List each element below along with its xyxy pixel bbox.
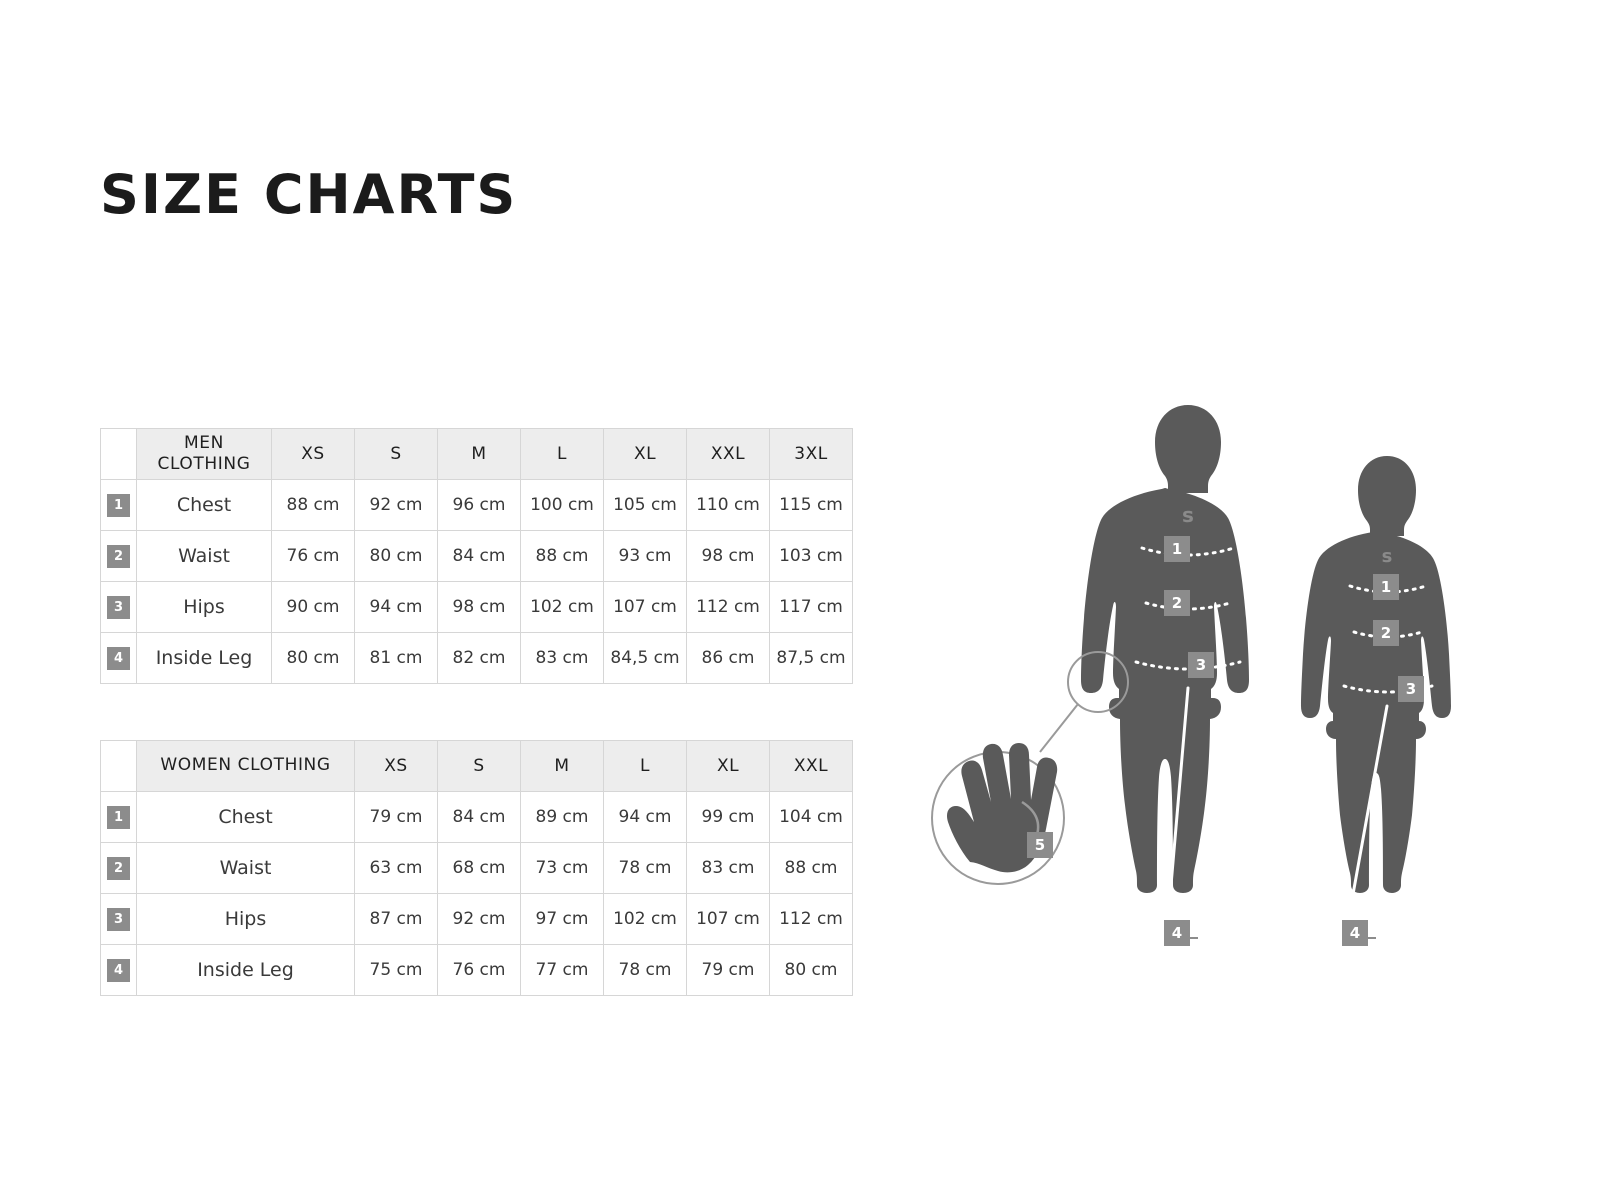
female-marker-3 [1398, 676, 1424, 702]
cell-value: 78 cm [604, 945, 687, 996]
female-marker-4 [1342, 920, 1368, 946]
size-header-xl: XL [604, 429, 687, 480]
measure-badge: 3 [107, 908, 130, 931]
row-label: Waist [137, 531, 272, 582]
size-header-s: S [355, 429, 438, 480]
cell-value: 87,5 cm [770, 633, 853, 684]
cell-value: 86 cm [687, 633, 770, 684]
cell-value: 105 cm [604, 480, 687, 531]
row-badge-cell [101, 480, 137, 531]
cell-value: 75 cm [355, 945, 438, 996]
row-badge-cell [101, 531, 137, 582]
cell-value: 94 cm [604, 792, 687, 843]
cell-value: 80 cm [770, 945, 853, 996]
glove-marker-5 [1027, 832, 1053, 858]
cell-value: 88 cm [521, 531, 604, 582]
female-marker-2 [1373, 620, 1399, 646]
badge-spacer [101, 741, 137, 792]
men-table-heading: MEN CLOTHING [137, 429, 272, 480]
row-label: Chest [137, 792, 355, 843]
cell-value: 78 cm [604, 843, 687, 894]
cell-value: 68 cm [438, 843, 521, 894]
row-badge-cell [101, 894, 137, 945]
row-badge-cell [101, 843, 137, 894]
cell-value: 99 cm [687, 792, 770, 843]
men-clothing-table-wrap [100, 428, 853, 684]
row-badge-cell [101, 582, 137, 633]
row-label: Waist [137, 843, 355, 894]
cell-value: 92 cm [438, 894, 521, 945]
cell-value: 88 cm [272, 480, 355, 531]
measure-badge: 1 [107, 806, 130, 829]
table-header-row [101, 741, 853, 792]
cell-value: 112 cm [687, 582, 770, 633]
female-marker-3-label: 3 [1405, 680, 1417, 698]
measure-badge: 4 [107, 959, 130, 982]
cell-value: 81 cm [355, 633, 438, 684]
women-clothing-table-wrap [100, 740, 853, 996]
cell-value: 87 cm [355, 894, 438, 945]
cell-value: 84 cm [438, 792, 521, 843]
cell-value: 100 cm [521, 480, 604, 531]
table-row [101, 633, 853, 684]
size-header-l: L [521, 429, 604, 480]
size-header-l: L [604, 741, 687, 792]
row-label: Inside Leg [137, 633, 272, 684]
table-row [101, 582, 853, 633]
cell-value: 115 cm [770, 480, 853, 531]
cell-value: 82 cm [438, 633, 521, 684]
female-marker-1 [1373, 574, 1399, 600]
measure-badge: 3 [107, 596, 130, 619]
size-header-3xl: 3XL [770, 429, 853, 480]
women-clothing-table [100, 740, 853, 996]
size-header-xl: XL [687, 741, 770, 792]
cell-value: 112 cm [770, 894, 853, 945]
table-row [101, 792, 853, 843]
female-marker-2-label: 2 [1380, 624, 1392, 642]
cell-value: 90 cm [272, 582, 355, 633]
size-header-xs: XS [272, 429, 355, 480]
row-label: Hips [137, 894, 355, 945]
cell-value: 73 cm [521, 843, 604, 894]
row-badge-cell [101, 792, 137, 843]
male-marker-2-label: 2 [1171, 594, 1183, 612]
cell-value: 83 cm [687, 843, 770, 894]
cell-value: 103 cm [770, 531, 853, 582]
cell-value: 96 cm [438, 480, 521, 531]
measure-badge: 4 [107, 647, 130, 670]
cell-value: 80 cm [272, 633, 355, 684]
cell-value: 76 cm [272, 531, 355, 582]
measure-badge: 1 [107, 494, 130, 517]
cell-value: 98 cm [687, 531, 770, 582]
svg-text:s: s [1182, 503, 1194, 527]
female-figure-illustration [1301, 456, 1451, 946]
measure-badge: 2 [107, 857, 130, 880]
measurement-figures [930, 400, 1550, 1040]
male-marker-1-label: 1 [1171, 540, 1183, 558]
cell-value: 102 cm [604, 894, 687, 945]
size-header-xxl: XXL [687, 429, 770, 480]
male-figure-illustration [1081, 405, 1249, 946]
male-marker-1 [1164, 536, 1190, 562]
row-badge-cell [101, 945, 137, 996]
cell-value: 77 cm [521, 945, 604, 996]
table-header-row [101, 429, 853, 480]
table-row [101, 843, 853, 894]
glove-marker-5-label: 5 [1034, 836, 1046, 854]
male-marker-4 [1164, 920, 1190, 946]
table-row [101, 945, 853, 996]
row-label: Inside Leg [137, 945, 355, 996]
svg-text:s: s [1381, 546, 1393, 567]
male-marker-3-label: 3 [1195, 656, 1207, 674]
cell-value: 83 cm [521, 633, 604, 684]
women-table-heading: WOMEN CLOTHING [137, 741, 355, 792]
cell-value: 97 cm [521, 894, 604, 945]
cell-value: 117 cm [770, 582, 853, 633]
row-label: Hips [137, 582, 272, 633]
male-marker-3 [1188, 652, 1214, 678]
cell-value: 98 cm [438, 582, 521, 633]
row-badge-cell [101, 633, 137, 684]
male-marker-4-label: 4 [1171, 924, 1183, 942]
table-row [101, 894, 853, 945]
cell-value: 92 cm [355, 480, 438, 531]
page-title: SIZE CHARTS [100, 163, 518, 226]
cell-value: 104 cm [770, 792, 853, 843]
size-header-m: M [438, 429, 521, 480]
cell-value: 84,5 cm [604, 633, 687, 684]
cell-value: 94 cm [355, 582, 438, 633]
cell-value: 107 cm [604, 582, 687, 633]
cell-value: 63 cm [355, 843, 438, 894]
measure-badge: 2 [107, 545, 130, 568]
cell-value: 76 cm [438, 945, 521, 996]
cell-value: 102 cm [521, 582, 604, 633]
cell-value: 88 cm [770, 843, 853, 894]
men-clothing-table [100, 428, 853, 684]
cell-value: 79 cm [355, 792, 438, 843]
size-header-m: M [521, 741, 604, 792]
cell-value: 84 cm [438, 531, 521, 582]
table-row [101, 480, 853, 531]
row-label: Chest [137, 480, 272, 531]
cell-value: 89 cm [521, 792, 604, 843]
female-marker-1-label: 1 [1380, 578, 1392, 596]
cell-value: 110 cm [687, 480, 770, 531]
table-row [101, 531, 853, 582]
size-header-xs: XS [355, 741, 438, 792]
badge-spacer [101, 429, 137, 480]
cell-value: 79 cm [687, 945, 770, 996]
cell-value: 93 cm [604, 531, 687, 582]
cell-value: 80 cm [355, 531, 438, 582]
cell-value: 107 cm [687, 894, 770, 945]
female-marker-4-label: 4 [1349, 924, 1361, 942]
size-header-xxl: XXL [770, 741, 853, 792]
size-header-s: S [438, 741, 521, 792]
male-marker-2 [1164, 590, 1190, 616]
